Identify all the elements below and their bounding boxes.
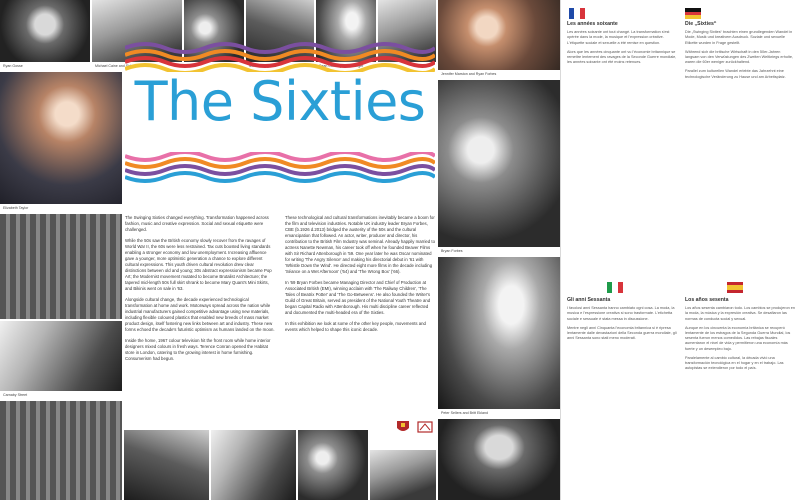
paragraph: In '69 Bryan Forbes became Managing Director and Chief of Production at Associated British (EMI), winning acclaim with 'The Railway Children', 'The Tales of Beatrix Potter' and 'The Go-Betweens'. He also founded the Writer's Guild of Great Britain, served as president of the National Youth Theatre and began Capital Radio with Attenborough. His multi discipline career reflected and documented the multi-headed era of the Sixties. [285, 280, 431, 315]
paragraph: Während sich die britische Wirtschaft in den 50er-Jahren langsam von den Verwüstungen des Zweiten Weltkriegs erholte, waren die 60er weniger zurückhaltend. [685, 49, 793, 65]
french-column [567, 22, 677, 69]
photo-e-type-car [0, 321, 122, 399]
photo-bottom-2 [211, 430, 296, 500]
photo-carnaby-street [0, 401, 122, 500]
photo-bottom-1 [124, 430, 209, 500]
paragraph: Alors que les années cinquante ont vu l'économie britannique se remettre lentement des ravages de la Seconde Guerre mondiale, les années soixante ont été moins retenues. [567, 49, 677, 65]
spanish-heading: Los años sesenta [685, 297, 729, 303]
paragraph: While the 50s saw the British economy slowly recover from the ravages of World War II, the 60s were less restrained. Tax cuts boosted living standards enabling a stronger economy and low unemployment. Increasing affluence gave a younger, more optimistic generation a chance to explore different cultural expressions. This youth driven cultural revolution drew clear distinctions between old and young; 30s abstract expressionism became Pop Art; the Modernist movement mutated to become Brutalist Architecture; the tapered mid-length 50s full skirt shrank to become Mary Quant's Mini Skirts, and Bikinis went on sale in '63. [125, 238, 272, 291]
paragraph: I favolosi anni Sessanta hanno cambiato ogni cosa. La moda, la musica e l'espressione creativa si sono trasformate. L'etichetta sociale e sessuale è stata messa in discussione. [567, 306, 675, 321]
paragraph: The Swinging Sixties changed everything. Transformation happened across fashion, music and creative expression. Social and sexual etiquette were challenged. [125, 215, 269, 232]
paragraph: Les années soixante ont tout changé. La transformation s'est opérée dans la mode, la musique et l'expression créative. L'étiquette sociale et sexuelle a été remise en question. [567, 30, 670, 45]
italy-flag-icon [607, 282, 623, 293]
paragraph: These technological and cultural transformations inevitably became a boom for the film and television industries. Notable UK industry leader Bryan Forbes, CBE (b.1926 d.2013) bridged the austerity of the 50s and the cultural emancipation that followed. An actor, writer, producer and director, his contribution to the British Film Industry was seminal. Already happily married to actress Nanette Newman, his career took off when he founded Beaver Films with Sir Richard Attenborough in '59. One year later he was Oscar nominated for writing 'The Angry Silence' and making his directorial debut in '61 with 'Whistle Down the Wind'. He directed eight more films in the decade including 'Séance on a Wet Afternoon' ('64) and 'The Wrong Box' ('66). [285, 215, 435, 274]
translations-panel [560, 0, 800, 500]
paragraph: Inside the home, 1967 colour television hit the front room while home interior designers mixed colours in fresh ways. Terence Conran opened the Habitat store in London, catering to the growing interest in home furnishing. Consumerism had begun. [125, 338, 271, 361]
italian-column [567, 298, 677, 345]
spanish-column [685, 298, 795, 375]
photo-peter-sellers [438, 257, 560, 417]
english-text-column-2 [285, 215, 435, 338]
photo-caption: Carnaby Street [3, 393, 28, 397]
retro-swirl-top [125, 40, 435, 72]
paragraph: Paralelamente al cambio cultural, la década vivió una transformación tecnológica en el hogar y en el trabajo. Las autopistas se extendieron por todo el país. [685, 355, 784, 371]
photo-city [0, 214, 122, 319]
photo-caption: Mods in Brighton [249, 64, 276, 68]
german-heading: Die „Sixties“ [685, 21, 717, 27]
english-text-column-1 [125, 215, 275, 367]
photo-man-portrait [0, 0, 90, 70]
photo-bryan-forbes [438, 80, 560, 255]
paragraph: Alongside cultural change, the decade experienced technological transformation at home and work. Motorways spread across the nation while industrial manufacturers gained competitive advantage using new materials, including flexible coloured plastics that enabled new breeds of mass market product design, itself fostering new links between art and industry. These new forms echoed the decade's futuristic optimism as humans landed on the moon. [125, 297, 275, 332]
title-block [125, 40, 435, 210]
photo-caption: Michael Caine and Sidney Welles [95, 64, 149, 68]
france-flag-icon [569, 8, 585, 19]
city-logo [417, 420, 433, 440]
paragraph: Aunque en los cincuenta la economía británica se recuperó lentamente de los estragos de la Segunda Guerra Mundial, los sesenta fueron menos comedidos. Las rebajas fiscales aumentaron el nivel de vida y permitieron una economía más fuerte y un desempleo bajo. [685, 325, 791, 351]
photo-forbes-couple-color [438, 0, 560, 78]
italian-heading: Gli anni Sessanta [567, 297, 611, 303]
paragraph: Parallel zum kulturellen Wandel erlebte das Jahrzehnt eine technologische Veränderung zu Hause und am Arbeitsplatz. [685, 69, 786, 79]
german-column [685, 22, 795, 84]
photo-caption: Bryan Forbes [441, 249, 463, 253]
sponsor-logos [395, 415, 435, 445]
photo-caption: Ryan Gosse [3, 64, 23, 68]
french-heading: Les années soixante [567, 21, 618, 27]
page-title: The Sixties [134, 70, 426, 133]
photo-caption: Sean Connery in Goldfinger [319, 64, 364, 68]
photo-caption: Peter Sellers and Britt Ekland [441, 411, 488, 415]
paragraph: Los años sesenta cambiaron todo. Los cambios se produjeron en la moda, la música y la expresión creativa. Se desafiaron las normas de conducta social y sexual. [685, 306, 795, 321]
retro-swirl-bottom [125, 152, 435, 184]
photo-caption: Elizabeth Taylor [3, 206, 29, 210]
paragraph: Mentre negli anni Cinquanta l'economia britannica si è ripresa lentamente dalle devastazioni della Seconda guerra mondiale, gli anni Sessanta sono stati meno moderati. [567, 325, 677, 341]
photo-woman-portrait [438, 419, 560, 500]
crest-logo [395, 420, 411, 440]
photo-caption: Jennifer Marston and Ryan Forbes [441, 72, 497, 76]
paragraph: Die „Swinging Sixties“ brachten einen grundlegenden Wandel in Mode, Musik und kreativem Ausdruck. Soziale und sexuelle Etikette wurden in Frage gestellt. [685, 30, 793, 45]
photo-bottom-3 [298, 430, 368, 500]
photo-elizabeth-taylor [0, 72, 122, 212]
photo-bottom-4 [370, 450, 436, 500]
germany-flag-icon [685, 8, 701, 19]
spain-flag-icon [727, 282, 743, 293]
paragraph: In this exhibition we look at some of the other key people, movements and events which helped to shape this iconic decade. [285, 321, 426, 332]
